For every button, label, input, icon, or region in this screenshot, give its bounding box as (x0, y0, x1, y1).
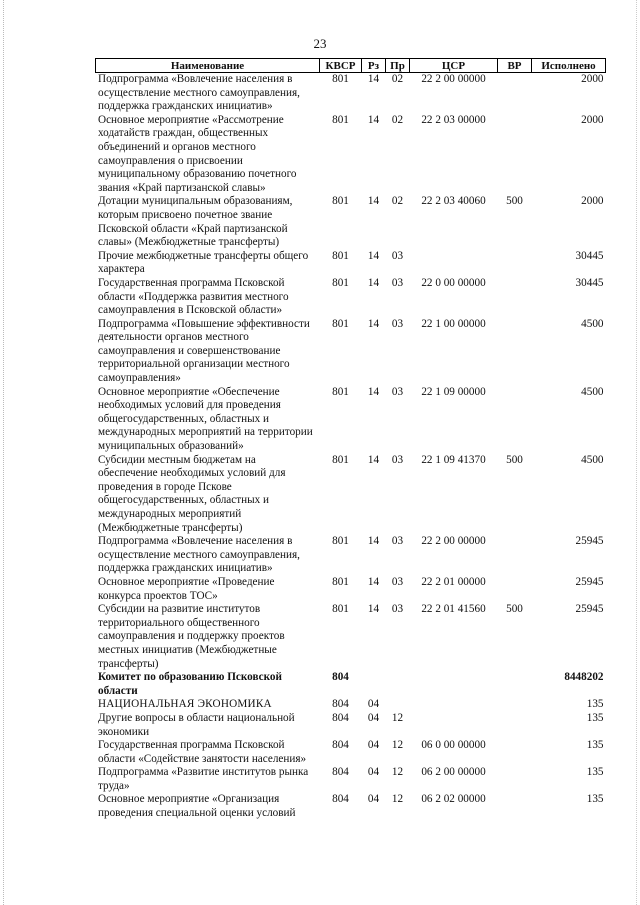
row-kvsr: 804 (332, 698, 349, 711)
row-kvsr: 801 (332, 195, 349, 208)
row-csr: 22 2 01 41560 (421, 603, 486, 616)
row-vr (498, 576, 532, 603)
table-row (96, 712, 606, 739)
row-pr: 03 (391, 603, 404, 616)
row-rz: 14 (367, 453, 380, 466)
row-amount: 135 (586, 711, 604, 724)
row-pr: 02 (391, 113, 404, 126)
row-name: НАЦИОНАЛЬНАЯ ЭКОНОМИКА (98, 698, 272, 711)
row-name: Другие вопросы в области национальной экономики (98, 711, 295, 738)
table-row (96, 114, 606, 196)
row-rz: 04 (367, 698, 380, 711)
row-kvsr: 801 (332, 453, 349, 466)
table-row (96, 318, 606, 386)
table-row (96, 603, 606, 671)
row-vr (498, 698, 532, 712)
row-name: Субсидии местным бюджетам на обеспечение необходимых условий для проведения в городе Пскове общегосударственных, областных и международных мероприятий (Межбюджетные трансферты) (98, 453, 286, 534)
row-csr: 06 2 02 00000 (421, 793, 486, 806)
row-csr: 22 2 03 00000 (421, 113, 486, 126)
row-rz: 04 (367, 739, 380, 752)
row-pr: 12 (391, 739, 404, 752)
table-row (96, 386, 606, 454)
row-csr (410, 712, 498, 739)
row-csr: 22 1 09 00000 (421, 385, 486, 398)
row-kvsr: 804 (332, 766, 349, 779)
table-row (96, 576, 606, 603)
row-kvsr: 804 (332, 711, 349, 724)
row-vr (498, 671, 532, 698)
row-name: Основное мероприятие «Проведение конкурса проектов ТОС» (98, 575, 275, 602)
row-name: Основное мероприятие «Рассмотрение ходатайств граждан, общественных объединений и органов местного самоуправления о присвоении муниципальному образованию почетного звания «Край партизанской славы» (98, 113, 297, 194)
row-kvsr: 801 (332, 603, 349, 616)
row-rz: 14 (367, 113, 380, 126)
row-kvsr: 801 (332, 113, 349, 126)
row-pr: 03 (391, 317, 404, 330)
row-kvsr: 804 (332, 793, 349, 806)
row-csr (410, 250, 498, 277)
table-row (96, 739, 606, 766)
table-row (96, 793, 606, 820)
row-name: Подпрограмма «Вовлечение населения в осуществление местного самоуправления, поддержка гражданских инициатив» (98, 535, 300, 575)
row-rz: 14 (367, 195, 380, 208)
row-amount: 2000 (581, 195, 604, 208)
header-pr: Пр (386, 59, 410, 73)
row-kvsr: 801 (332, 276, 349, 289)
row-name: Государственная программа Псковской области «Поддержка развития местного самоуправления в Псковской области» (98, 276, 289, 317)
row-kvsr: 801 (332, 249, 349, 262)
row-amount: 2000 (581, 113, 604, 126)
row-vr (498, 766, 532, 793)
row-name: Основное мероприятие «Обеспечение необходимых условий для проведения общегосударственных, областных и международных мероприятий на территории муниципальных образований» (98, 385, 313, 453)
row-kvsr: 801 (332, 317, 349, 330)
row-pr: 12 (391, 766, 404, 779)
header-kvsr: КВСР (320, 59, 362, 73)
row-vr (498, 535, 532, 576)
row-amount: 30445 (575, 249, 604, 262)
row-rz (362, 671, 386, 698)
row-pr: 02 (391, 195, 404, 208)
row-name: Подпрограмма «Повышение эффективности деятельности органов местного самоуправления и совершенствование территориальной организации местного самоуправления» (98, 317, 310, 385)
row-amount: 4500 (581, 385, 604, 398)
row-pr: 03 (391, 453, 404, 466)
row-vr (498, 386, 532, 454)
row-amount: 4500 (581, 453, 604, 466)
row-name: Основное мероприятие «Организация проведения специальной оценки условий (98, 793, 296, 820)
row-rz: 14 (367, 575, 380, 588)
header-amount: Исполнено (532, 59, 606, 73)
row-amount: 30445 (575, 276, 604, 289)
row-name: Подпрограмма «Вовлечение населения в осуществление местного самоуправления, поддержка гражданских инициатив» (98, 73, 300, 113)
row-amount: 25945 (575, 535, 604, 548)
row-vr (498, 712, 532, 739)
row-amount: 25945 (575, 603, 604, 616)
row-vr (498, 114, 532, 196)
row-pr: 12 (391, 793, 404, 806)
row-rz: 04 (367, 711, 380, 724)
table-row (96, 250, 606, 277)
row-csr: 22 1 00 00000 (421, 317, 486, 330)
row-amount: 8448202 (564, 671, 604, 684)
row-pr: 03 (391, 535, 404, 548)
page-number: 23 (313, 36, 327, 51)
row-kvsr: 804 (332, 739, 349, 752)
header-csr: ЦСР (410, 59, 498, 73)
row-csr: 06 2 00 00000 (421, 766, 486, 779)
row-amount: 2000 (581, 73, 604, 85)
row-pr (386, 698, 410, 712)
table-body (96, 73, 606, 821)
row-vr (498, 318, 532, 386)
row-vr: 500 (506, 603, 523, 616)
row-rz: 14 (367, 603, 380, 616)
row-pr: 03 (391, 276, 404, 289)
table-row (96, 454, 606, 536)
table-row (96, 766, 606, 793)
row-amount: 135 (586, 793, 604, 806)
row-vr: 500 (506, 195, 523, 208)
row-pr: 03 (391, 385, 404, 398)
page-edge-left (3, 0, 4, 905)
table-row (96, 195, 606, 249)
row-amount: 135 (586, 766, 604, 779)
row-vr (498, 277, 532, 318)
row-kvsr: 804 (332, 671, 349, 684)
row-csr: 22 1 09 41370 (421, 453, 486, 466)
row-rz: 14 (367, 249, 380, 262)
row-rz: 04 (367, 793, 380, 806)
row-vr (498, 793, 532, 820)
row-kvsr: 801 (332, 73, 349, 85)
row-csr: 22 2 00 00000 (421, 535, 486, 548)
row-kvsr: 801 (332, 385, 349, 398)
row-csr (410, 698, 498, 712)
row-amount: 135 (586, 739, 604, 752)
row-kvsr: 801 (332, 535, 349, 548)
row-amount: 135 (586, 698, 604, 711)
row-rz: 14 (367, 385, 380, 398)
row-rz: 04 (367, 766, 380, 779)
table-row (96, 535, 606, 576)
row-rz: 14 (367, 276, 380, 289)
table-row (96, 698, 606, 712)
table-header-row (96, 59, 606, 73)
row-name: Субсидии на развитие институтов территориального общественного самоуправления и поддержку проектов местных инициатив (Межбюджетные трансферты) (98, 603, 285, 670)
row-csr: 22 2 00 00000 (421, 73, 486, 85)
row-name: Комитет по образованию Псковской области (98, 671, 282, 697)
header-vr: ВР (498, 59, 532, 73)
row-amount: 4500 (581, 317, 604, 330)
row-csr: 22 2 03 40060 (421, 195, 486, 208)
row-rz: 14 (367, 73, 380, 85)
row-pr: 03 (391, 575, 404, 588)
row-rz: 14 (367, 317, 380, 330)
row-pr: 03 (391, 249, 404, 262)
header-name: Наименование (96, 59, 320, 73)
header-rz: Рз (362, 59, 386, 73)
budget-table (95, 58, 606, 821)
row-kvsr: 801 (332, 575, 349, 588)
row-csr: 22 0 00 00000 (421, 276, 486, 289)
row-vr (498, 250, 532, 277)
row-rz: 14 (367, 535, 380, 548)
row-csr: 22 2 01 00000 (421, 575, 486, 588)
row-vr (498, 73, 532, 114)
row-vr (498, 739, 532, 766)
row-pr: 12 (391, 711, 404, 724)
row-name: Государственная программа Псковской области «Содействие занятости населения» (98, 739, 307, 765)
row-name: Дотации муниципальным образованиям, которым присвоено почетное звание Псковской области «Край партизанской славы» (Межбюджетные трансферты) (98, 195, 293, 249)
row-name: Подпрограмма «Развитие институтов рынка труда» (98, 766, 309, 792)
row-pr: 02 (391, 73, 404, 85)
row-amount: 25945 (575, 575, 604, 588)
table-row (96, 671, 606, 698)
row-vr: 500 (506, 453, 523, 466)
table-row (96, 73, 606, 114)
row-csr (410, 671, 498, 698)
page-edge-right (636, 0, 637, 905)
table-row (96, 277, 606, 318)
row-name: Прочие межбюджетные трансферты общего характера (98, 249, 309, 276)
row-pr (386, 671, 410, 698)
row-csr: 06 0 00 00000 (421, 739, 486, 752)
